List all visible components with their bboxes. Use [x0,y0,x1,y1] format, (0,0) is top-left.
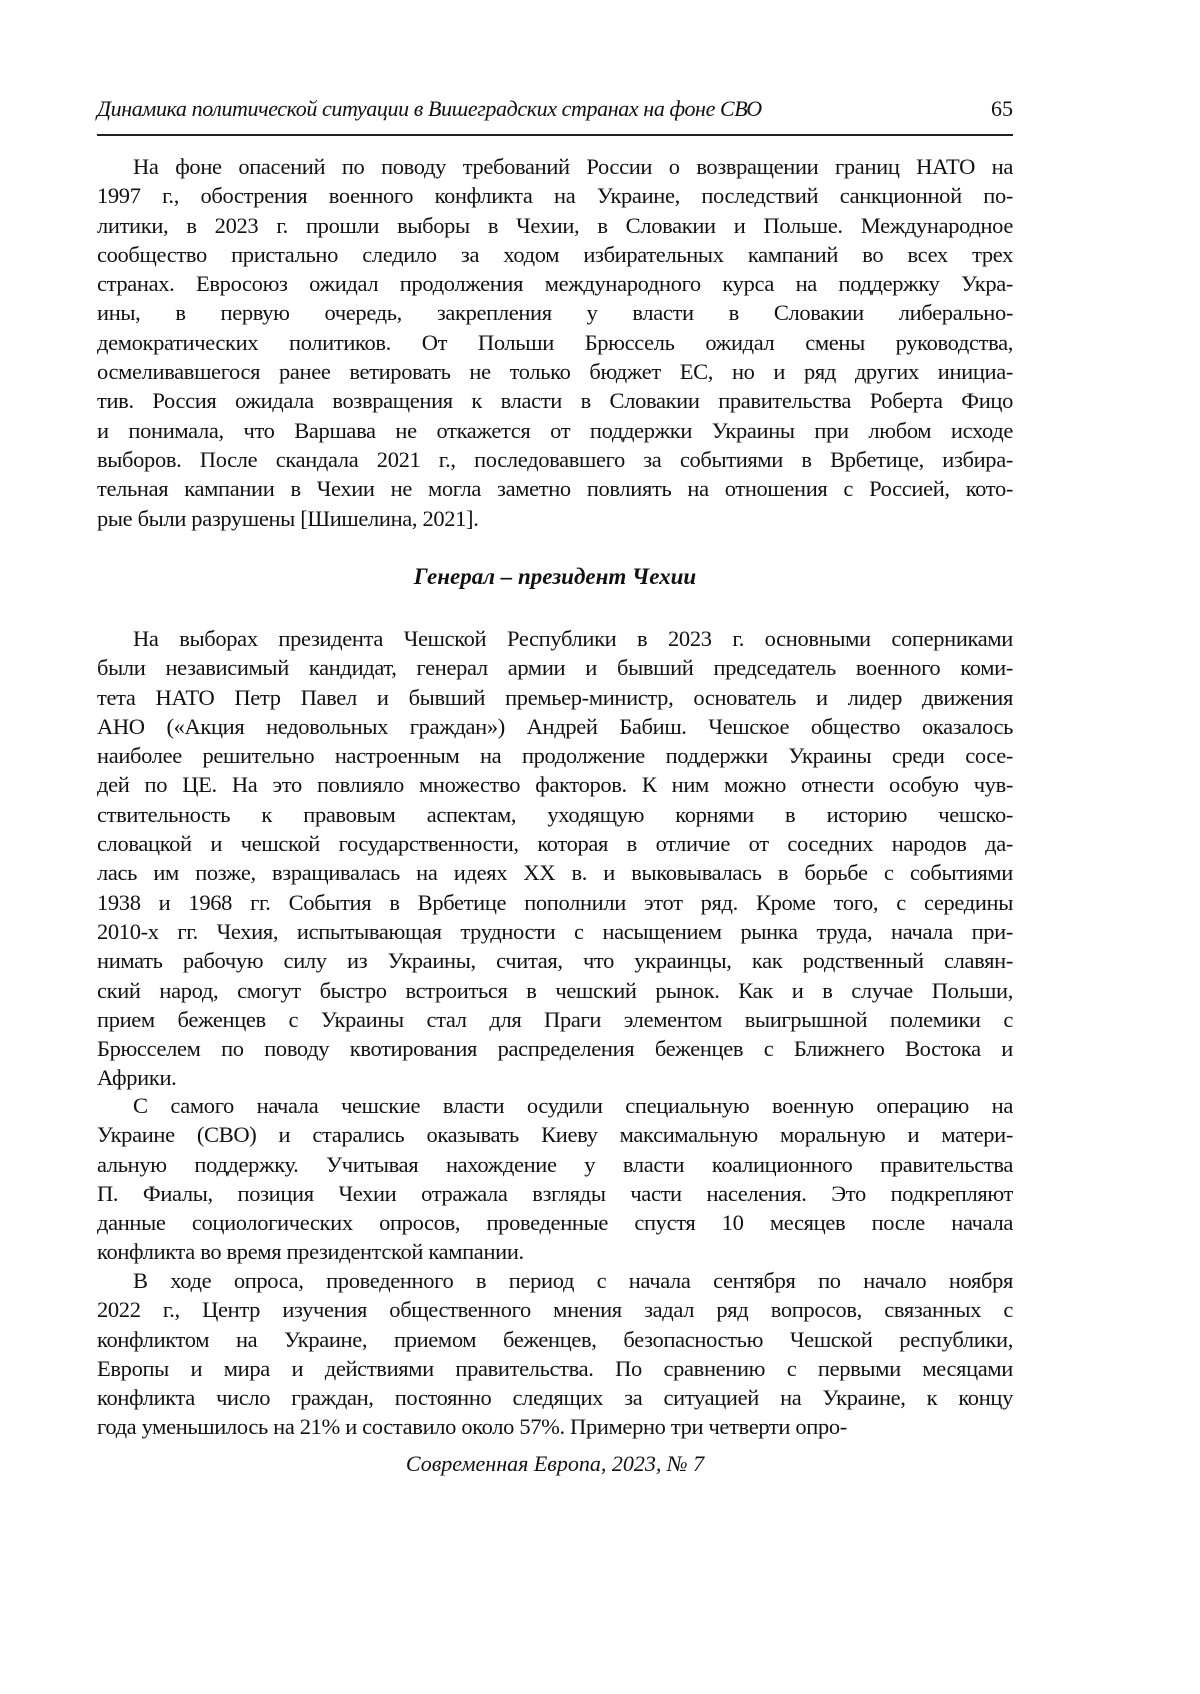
text-line: ский народ, смогут быстро встроиться в чешский рынок. Как и в случае Польши, [97,977,1013,1003]
text-line: ствительность к правовым аспектам, уходящую корнями в историю чешско- [97,801,1013,827]
text-line: демократических политиков. От Польши Брюссель ожидал смены руководства, [97,329,1013,355]
text-line: конфликтом на Украине, приемом беженцев, безопасностью Чешской республики, [97,1326,1013,1352]
paragraph-survey [97,1266,1013,1442]
text-line: На фоне опасений по поводу требований России о возвращении границ НАТО на [133,154,1013,179]
text-line: альную поддержку. Учитывая нахождение у власти коалиционного правительства [97,1151,1013,1177]
text-line: словацкой и чешской государственности, которая в отличие от соседних народов да- [97,831,1013,857]
section-heading: Генерал – президент Чехии [413,564,697,589]
text-line: С самого начала чешские власти осудили специальную военную операцию на [133,1093,1013,1118]
text-line: 2010-х гг. Чехия, испытывающая трудности с насыщением рынка труда, начала при- [97,918,1013,944]
page-number: 65 [991,96,1013,121]
text-line: странах. Евросоюз ожидал продолжения международного курса на поддержку Укра- [97,271,1013,297]
text-line: тета НАТО Петр Павел и бывший премьер-министр, основатель и лидер движения [97,684,1013,710]
text-line: На выборах президента Чешской Республики в 2023 г. основными соперниками [133,626,1013,651]
text-line: 1997 г., обострения военного конфликта на Украине, последствий санкционной по- [97,183,1013,209]
journal-footer: Современная Европа, 2023, № 7 [405,1451,705,1476]
running-header [97,96,1013,126]
text-line: ины, в первую очередь, закрепления у власти в Словакии либерально- [97,300,1013,326]
text-line: тельная кампании в Чехии не могла заметно повлиять на отношения с Россией, кото- [97,476,1013,502]
text-line: В ходе опроса, проведенного в период с начала сентября по начало ноября [133,1268,1013,1293]
text-line: дей по ЦЕ. На это повлияло множество факторов. К ним можно отнести особую чув- [97,772,1013,798]
paragraph-elections [97,624,1013,1093]
text-line: конфликта во время президентской кампании. [97,1239,524,1265]
text-line: прием беженцев с Украины стал для Праги элементом выигрышной полемики с [97,1006,1013,1032]
text-line: лась им позже, взращивалась на идеях XX в. и выковывалась в борьбе с событиями [97,860,1013,886]
text-line: Украине (СВО) и старались оказывать Киеву максимальную моральную и матери- [97,1122,1013,1148]
text-line: нимать рабочую силу из Украины, считая, что украинцы, как родственный славян- [97,948,1013,974]
text-line: данные социологических опросов, проведенные спустя 10 месяцев после начала [97,1210,1013,1236]
text-line: АНО («Акция недовольных граждан») Андрей Бабиш. Чешское общество оказалось [97,713,1013,739]
text-line: года уменьшилось на 21% и составило около 57%. Примерно три четверти опро- [97,1414,847,1440]
running-title: Динамика политической ситуации в Вишеградских странах на фоне СВО [97,96,762,121]
text-line: П. Фиалы, позиция Чехии отражала взгляды части населения. Это подкрепляют [97,1180,1013,1206]
text-line: наиболее решительно настроенным на продолжение поддержки Украины среди сосе- [97,743,1013,769]
text-line: конфликта число граждан, постоянно следящих за ситуацией на Украине, к концу [97,1385,1013,1411]
text-line: тив. Россия ожидала возвращения к власти в Словакии правительства Роберта Фицо [97,388,1013,414]
text-line: были независимый кандидат, генерал армии и бывший председатель военного коми- [97,655,1013,681]
text-line: Европы и мира и действиями правительства. По сравнению с первыми месяцами [97,1355,1013,1381]
text-line: сообщество пристально следило за ходом избирательных кампаний во всех трех [97,241,1013,267]
paragraph-svo-position [97,1091,1013,1267]
text-line: выборов. После скандала 2021 г., последовавшего за событиями в Врбетице, избира- [97,446,1013,472]
text-line: и понимала, что Варшава не откажется от поддержки Украины при любом исходе [97,417,1013,443]
header-rule [97,134,1013,136]
paragraph-intro [97,152,1013,533]
text-line: осмеливавшегося ранее ветировать не только бюджет ЕС, но и ряд других инициа- [97,359,1013,385]
text-line: Брюсселем по поводу квотирования распределения беженцев с Ближнего Востока и [97,1036,1013,1062]
text-line: литики, в 2023 г. прошли выборы в Чехии, в Словакии и Польше. Международное [97,212,1013,238]
text-line: Африки. [97,1065,177,1091]
text-line: рые были разрушены [Шишелина, 2021]. [97,505,479,531]
text-line: 2022 г., Центр изучения общественного мнения задал ряд вопросов, связанных с [97,1297,1013,1323]
text-line: 1938 и 1968 гг. События в Врбетице пополнили этот ряд. Кроме того, с середины [97,889,1013,915]
